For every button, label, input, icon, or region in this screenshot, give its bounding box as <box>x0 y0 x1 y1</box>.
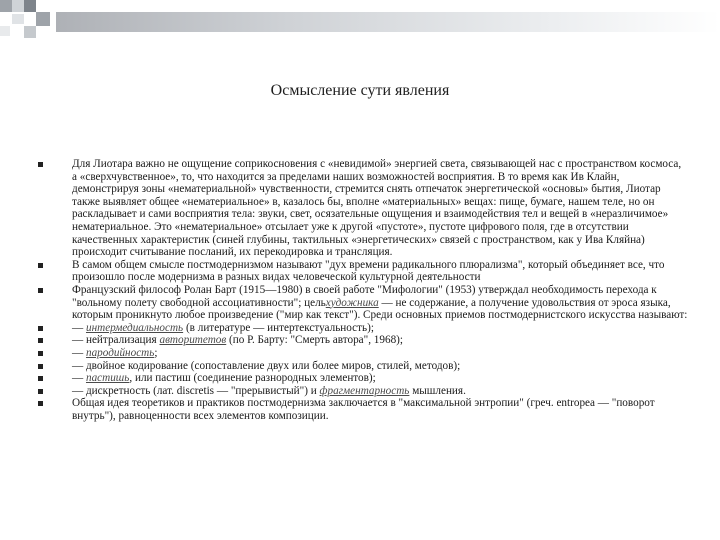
list-item <box>38 360 688 373</box>
item-text: , или пастиш (соединение разнородных элементов); <box>129 372 376 385</box>
bullet-square-icon <box>38 288 43 293</box>
list-item <box>38 322 688 335</box>
bullet-square-icon <box>38 376 43 381</box>
hyperlink-term[interactable]: интермедиальность <box>85 321 184 334</box>
decorative-square <box>0 0 12 12</box>
item-text: Французский философ Ролан Барт (1915—1980) в своей работе "Мифологии" (1953) утверждал необходимость перехода к "вольному полету свободной ассоциативности"; цель <box>72 283 657 309</box>
item-text: Для Лиотара важно не ощущение соприкосновения с «невидимой» энергией света, связывающей нас с пространством космоса, а «сверхчувственное», то, что находится за пределами наших возможностей восприятия. В то время как Ив Клайн, демонстрируя зоны «нематериальной» чувственности, стремится снять отпечаток энергетической «основы» бытия, Лиотар также выявляет общее «нематериальное» в, казалось бы, вполне «материальных» вещах: пище, бумаге, нашем теле, но он раскладывает и сами восприятия тела: звуки, свет, осязательные ощущения и взаимодействия тел и вещей в «неразличимое» нематериальное. Это «нематериальное» отсылает уже к другой «пустоте», пустоте цифрового поля, где в отсутствии качественных характеристик (синей глубины, тактильных «энергетических» связей с пространством, как у Ива Кляйна) происходит считывание посланий, их перекодировка и трансляция. <box>72 158 682 259</box>
slide-title: Осмысление сути явления <box>270 82 450 99</box>
item-text: мышления. <box>409 384 466 397</box>
list-item <box>38 385 688 398</box>
list-item <box>38 158 688 259</box>
bullet-square-icon <box>38 364 43 369</box>
decorative-square <box>24 26 36 38</box>
hyperlink-term[interactable]: пародийность <box>85 346 155 359</box>
item-text: В самом общем смысле постмодернизмом называют "дух времени радикального плюрализма", который объединяет все, что произошло после модернизма в разных видах человеческой культурной деятельности <box>72 258 665 284</box>
bullet-list <box>38 158 688 422</box>
item-text: — дискретность (лат. discretis — "прерывистый") и <box>72 384 320 397</box>
decorative-square <box>0 26 10 36</box>
item-text: — двойное кодирование (сопоставление двух или более миров, стилей, методов); <box>72 359 461 372</box>
item-text: Общая идея теоретиков и практиков постмодернизма заключается в "максимальной энтропии" (греч. entropea — "поворот внутрь"), равноценности всех элементов композиции. <box>72 397 655 422</box>
list-item <box>38 397 688 422</box>
bullet-square-icon <box>38 389 43 394</box>
hyperlink-term[interactable]: фрагментарность <box>319 384 410 397</box>
hyperlink-term[interactable]: художника <box>325 296 379 309</box>
decorative-square <box>12 14 24 24</box>
list-item <box>38 334 688 347</box>
item-text: (по Р. Барту: "Смерть автора", 1968); <box>226 334 404 347</box>
list-item <box>38 347 688 360</box>
decorative-square <box>12 0 24 12</box>
item-text: ; <box>154 346 158 359</box>
hyperlink-term[interactable]: авторитетов <box>159 334 227 347</box>
item-text: — нейтрализация <box>72 334 160 347</box>
item-text: — не содержание, а получение удовольствия от эроса языка, которым проникнуто любое произведение ("мир как текст"). Среди основных приемов постмодернистского искусства называют: <box>72 296 688 322</box>
list-item <box>38 372 688 385</box>
item-text: — <box>72 321 86 334</box>
header-decoration-bar <box>56 12 720 32</box>
hyperlink-term[interactable]: пастишь <box>85 372 130 385</box>
item-text: (в литературе — интертекстуальность); <box>183 321 374 334</box>
list-item <box>38 259 688 284</box>
bullet-square-icon <box>38 338 43 343</box>
bullet-square-icon <box>38 263 43 268</box>
bullet-square-icon <box>38 326 43 331</box>
bullet-square-icon <box>38 351 43 356</box>
decorative-square <box>24 0 36 12</box>
bullet-square-icon <box>38 162 43 167</box>
bullet-square-icon <box>38 401 43 406</box>
list-item <box>38 284 688 322</box>
item-text: — <box>72 346 86 359</box>
decorative-square <box>36 12 50 26</box>
item-text: — <box>72 372 86 385</box>
